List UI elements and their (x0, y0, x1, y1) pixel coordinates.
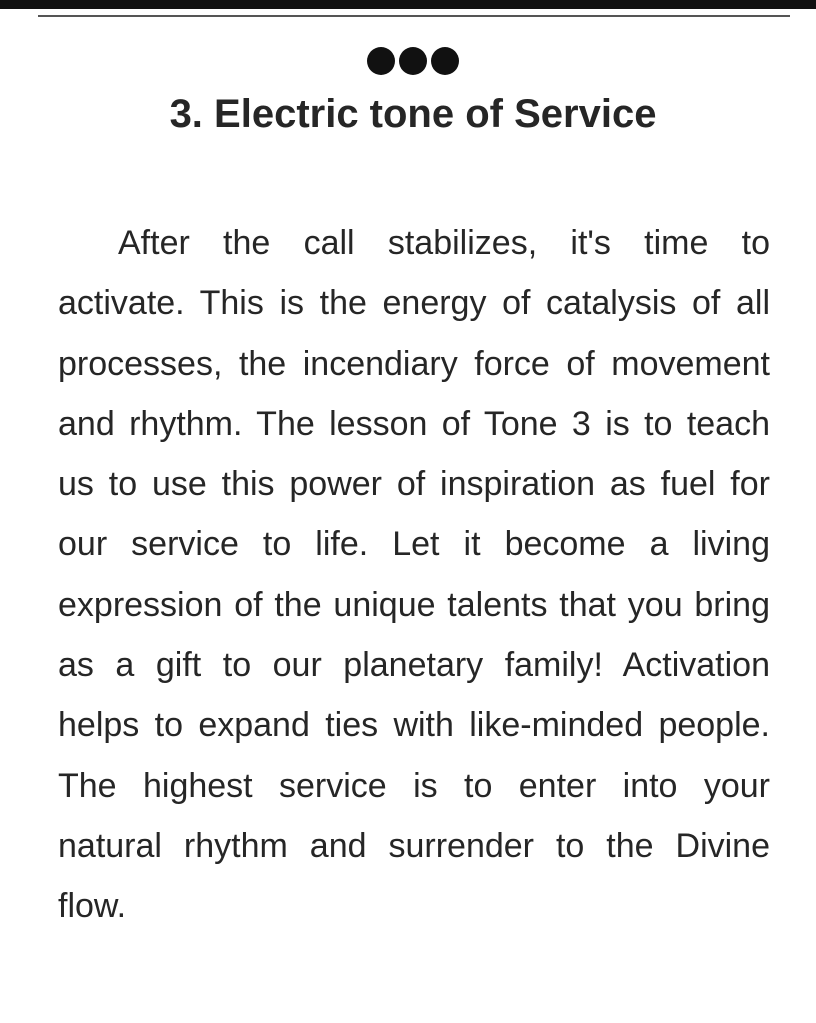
dot-icon (399, 47, 427, 75)
section-title: 3. Electric tone of Service (169, 92, 657, 136)
body-paragraph: After the call stabilizes, it's time to activate. This is the energy of catalysis of all processes, the incendiary force of movement and rhythm. The lesson of Tone 3 is to teach us to use this power of inspiration as fuel for our service to life. Let it become a living expression of the unique talents that you bring as a gift to our planetary family! Activation helps to expand ties with like-minded people. The highest service is to enter into your natural rhythm and surrender to the Divine flow. (58, 224, 770, 926)
dot-icon (431, 47, 459, 75)
top-divider (38, 15, 790, 17)
section-separator-dots (0, 47, 816, 75)
dot-icon (367, 47, 395, 75)
top-bar (0, 0, 816, 9)
